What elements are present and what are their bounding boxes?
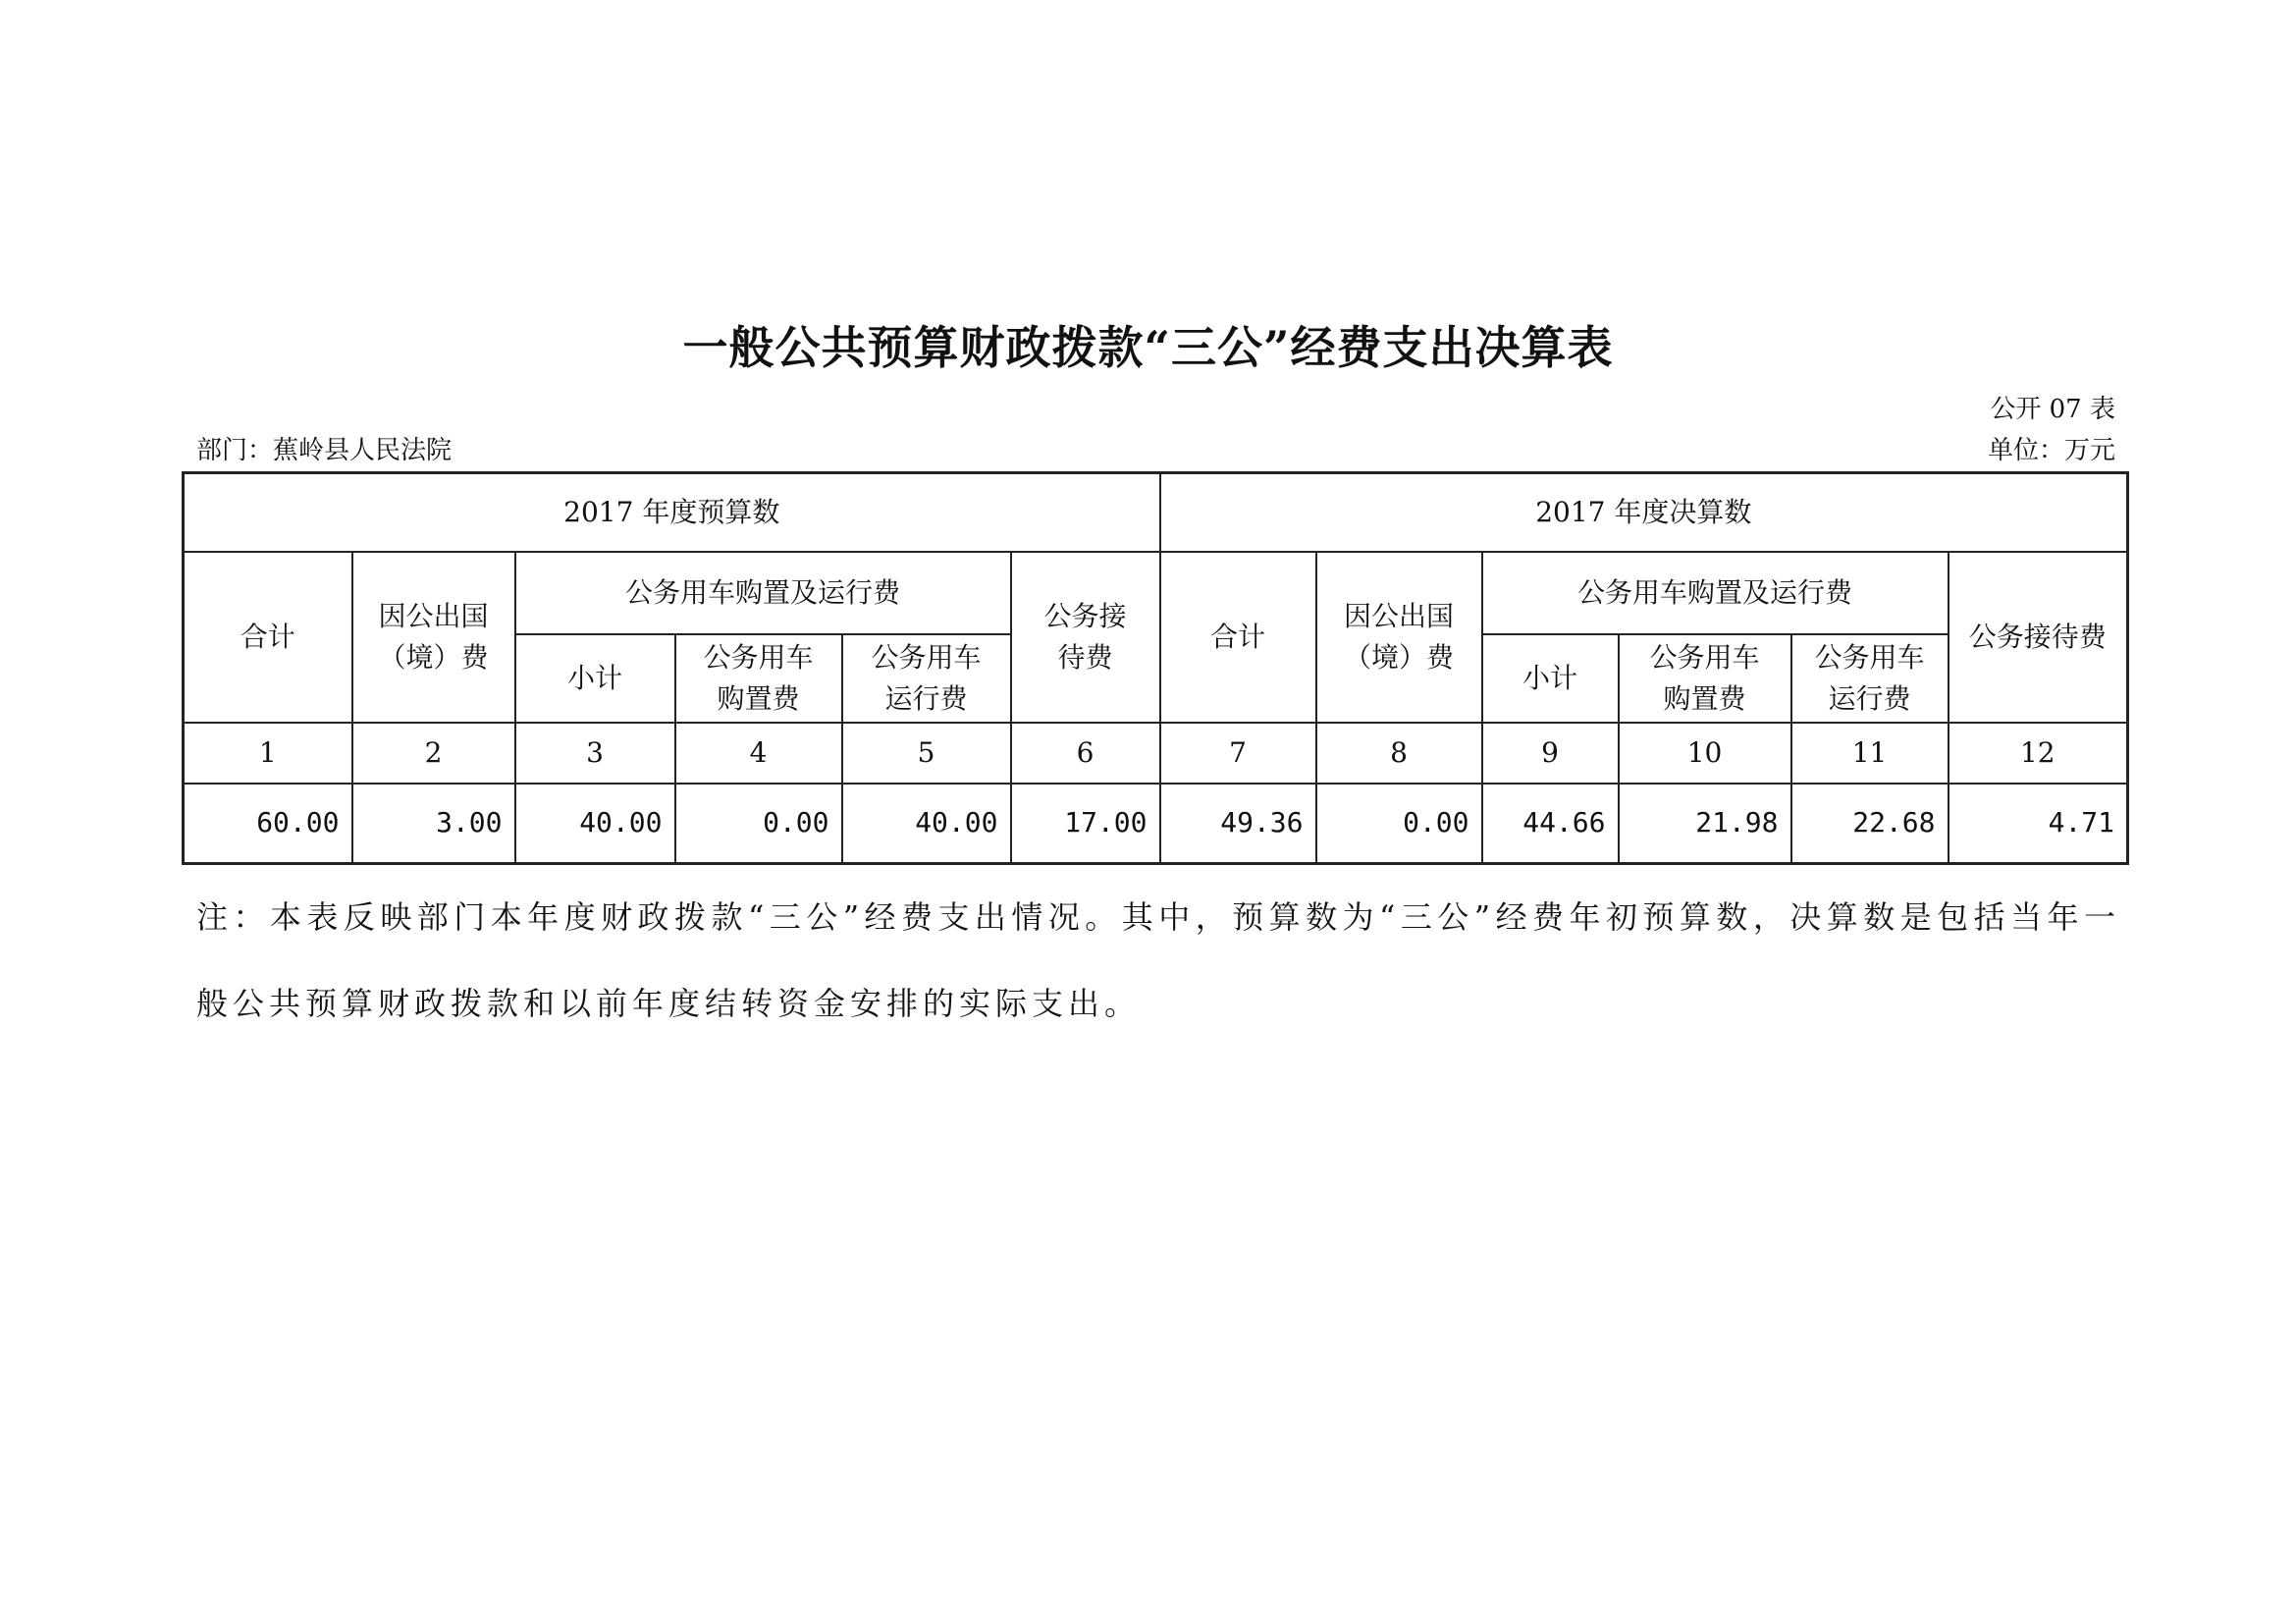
final-subtotal-value: 44.66 [1482,784,1619,864]
column-number: 1 [184,723,352,784]
final-reception-header: 公务接待费 [1949,552,2128,723]
column-number: 10 [1619,723,1791,784]
budget-vehicle-purchase-value: 0.00 [675,784,842,864]
form-number: 公开 07 表 [1990,395,2115,424]
final-vehicle-operation-header: 公务用车运行费 [1791,634,1949,723]
budget-subtotal-value: 40.00 [515,784,675,864]
data-row [184,784,2128,864]
final-group-header: 2017 年度决算数 [1160,473,2128,552]
budget-abroad-value: 3.00 [352,784,515,864]
column-number: 9 [1482,723,1619,784]
department-label: 部门：蕉岭县人民法院 [196,436,453,465]
budget-total-value: 60.00 [184,784,352,864]
budget-abroad-header: 因公出国（境）费 [352,552,515,723]
column-number: 8 [1316,723,1482,784]
final-total-header: 合计 [1160,552,1316,723]
unit-label: 单位：万元 [1987,436,2115,465]
column-number: 2 [352,723,515,784]
final-vehicle-group-header: 公务用车购置及运行费 [1482,552,1949,634]
column-number: 7 [1160,723,1316,784]
column-number: 12 [1949,723,2128,784]
budget-vehicle-operation-value: 40.00 [842,784,1011,864]
budget-reception-value: 17.00 [1011,784,1160,864]
group-header-row [184,473,2128,552]
footnote: 注：本表反映部门本年度财政拨款“三公”经费支出情况。其中，预算数为“三公”经费年初预算数，决算数是包括当年一般公共预算财政拨款和以前年度结转资金安排的实际支出。 [196,898,2120,1022]
column-number-row [184,723,2128,784]
expenditure-table [182,471,2129,865]
budget-reception-header: 公务接待费 [1011,552,1160,723]
final-abroad-header: 因公出国（境）费 [1316,552,1482,723]
page-title: 一般公共预算财政拨款“三公”经费支出决算表 [682,321,1614,374]
column-number: 3 [515,723,675,784]
column-header-row-1 [184,552,2128,634]
budget-vehicle-purchase-header: 公务用车购置费 [675,634,842,723]
final-reception-value: 4.71 [1949,784,2128,864]
budget-vehicle-operation-header: 公务用车运行费 [842,634,1011,723]
final-vehicle-purchase-header: 公务用车购置费 [1619,634,1791,723]
budget-group-header: 2017 年度预算数 [184,473,1160,552]
final-total-value: 49.36 [1160,784,1316,864]
column-number: 5 [842,723,1011,784]
column-number: 11 [1791,723,1949,784]
final-abroad-value: 0.00 [1316,784,1482,864]
final-subtotal-header: 小计 [1482,634,1619,723]
budget-vehicle-group-header: 公务用车购置及运行费 [515,552,1011,634]
column-number: 4 [675,723,842,784]
final-vehicle-purchase-value: 21.98 [1619,784,1791,864]
column-number: 6 [1011,723,1160,784]
budget-subtotal-header: 小计 [515,634,675,723]
budget-total-header: 合计 [184,552,352,723]
final-vehicle-operation-value: 22.68 [1791,784,1949,864]
